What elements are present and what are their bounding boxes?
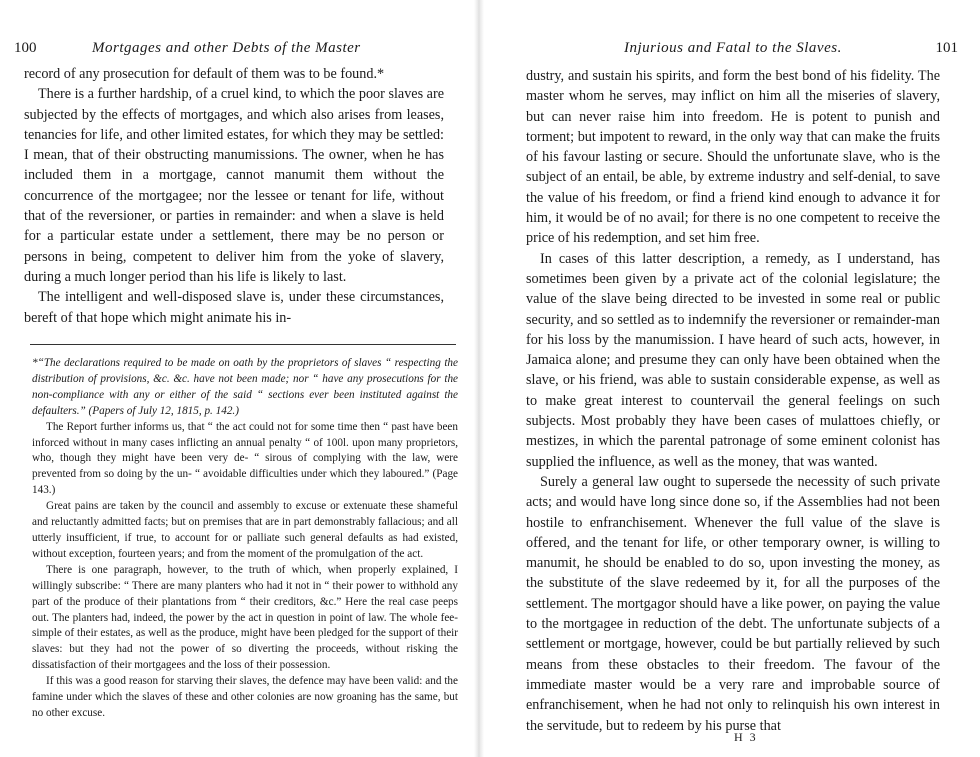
paragraph: There is a further hardship, of a cruel kind, to which the poor slaves are subjected by the effects of mortgages, and which also arises from leases, tenancies for life, and other limited estates, for which they may be settled: I mean, that of their obstructing manumissions. The owner, when he has included them in a mortgage, cannot manumit them without the concurrence of the mortgagee; nor the lessee or tenant for life, without that of the reversioner, or parties in remainder: and when a slave is held for a particular estate under a settlement, there may be no person or persons in being, competent to deliver him from the yoke of slavery, during a much longer period than his life is likely to last.: [24, 86, 444, 285]
page-number: 100: [14, 40, 37, 56]
paragraph: The intelligent and well-disposed slave is, under these circumstances, bereft of that hope which might animate his in-: [24, 289, 444, 326]
left-body-text: [24, 64, 444, 328]
paragraph: Surely a general law ought to supersede the necessity of such private acts; and would have long since done so, if the Assemblies had not been hostile to enfranchisement. Whenever the full value of the slave is offered, and the tenant for life, or other temporary owner, is willing to manumit, he should be enabled to do so, upon investing the money, as the substitute of the slave redeemed by it, for all the purposes of the settlement. The mortgagor should have a like power, on paying the value to the mortgagee in reduction of the debt. The unfortunate subjects of a settlement or mortgage, however, could be but partially relieved by such means from these obstacles to their freedom. The favour of the immediate master would be a very rare and improbable source of enfranchisement, when he had not only to relinquish his own interest in the servitude, but to redeem by his purse that: [526, 473, 940, 734]
right-body-text: [526, 66, 940, 736]
paragraph: In cases of this latter description, a remedy, as I understand, has sometimes been given by a private act of the colonial legislature; the value of the slave being directed to be invested in some real or public security, and so settled as to indemnify the reversioner or remainder-man for his loss by the manumission. I have heard of such acts, however, in Jamaica alone; and presume they can only have been obtained when the slave, or his friend, was able to sustain considerable expense, as well as to make great interest to countervail the general feelings on such subjects. Most probably they have been cases of mulattoes chiefly, or mestizes, in which the parental patronage of some eminent colonist has supplied the influence, as well as the money, that was wanted.: [526, 250, 940, 470]
running-head: Mortgages and other Debts of the Master: [92, 40, 361, 56]
footnote: [32, 356, 458, 722]
footnote-paragraph: Great pains are taken by the council and assembly to excuse or extenuate these shameful and reluctantly admitted facts; but on premises that are in part demonstrably fallacious; and all utterly insufficient, if true, to account for or palliate such general defaults as had existed, without exception, fourteen years; and from the moment of the promulgation of the act.: [32, 500, 458, 560]
book-gutter: [474, 0, 484, 757]
footnote-rule: [30, 344, 456, 345]
paragraph: record of any prosecution for default of them was to be found.*: [24, 66, 385, 82]
running-head: Injurious and Fatal to the Slaves.: [624, 40, 842, 56]
left-page-header: [0, 40, 476, 60]
right-page-header: [484, 40, 980, 60]
signature-mark: H 3: [734, 730, 758, 744]
left-page: [0, 0, 476, 757]
paragraph: dustry, and sustain his spirits, and form the best bond of his fidelity. The master whom he serves, may inflict on him all the miseries of slavery, but can never raise him into freedom. He is potent to punish and torment; but impotent to reward, in the only way that can make the fruits of his favour lasting or secure. Should the unfortunate slave, who is the subject of an entail, be able, by extreme industry and self-denial, to save the value of his freedom, or find a friend kind enough to advance it for him, it would be of no avail; for there is no one competent to receive the price of his redemption, and set him free.: [526, 68, 940, 247]
footnote-paragraph: If this was a good reason for starving their slaves, the defence may have been valid: and the famine under which the slaves of these and other colonies are now groaning has the same, but no other excuse.: [32, 675, 458, 719]
page-number: 101: [935, 40, 958, 56]
footnote-paragraph: *“The declarations required to be made on oath by the proprietors of slaves “ respecting the distribution of provisions, &c. &c. have not been made; nor “ have any prosecutions for the non-compliance with any or either of the said “ sections ever been instituted against the defaulters.” (Papers of July 12, 1815, p. 142.): [32, 357, 458, 417]
footnote-paragraph: The Report further informs us, that “ the act could not for some time then “ past have been inforced without in many cases inflicting an annual penalty “ of 100l. upon many proprietors, who, though they might have been very de- “ sirous of complying with the law, were prevented from so doing by the un- “ avoidable difficulties under which they laboured.” (Page 143.): [32, 420, 458, 497]
right-page: [484, 0, 980, 757]
footnote-paragraph: There is one paragraph, however, to the truth of which, when properly explained, I willingly subscribe: “ There are many planters who had it not in “ their power to withhold any part of the produce of their plantations from “ their creditors, &c.” Here the real case peeps out. The planters had, indeed, the power by the act in question in point of law. The whole fee-simple of their estates, as well as the produce, might have been pledged for the support of their slaves: but they had not the power of so diverting the proceeds, without risking the dissatisfaction of their mortgagees and the loss of their possession.: [32, 563, 458, 672]
